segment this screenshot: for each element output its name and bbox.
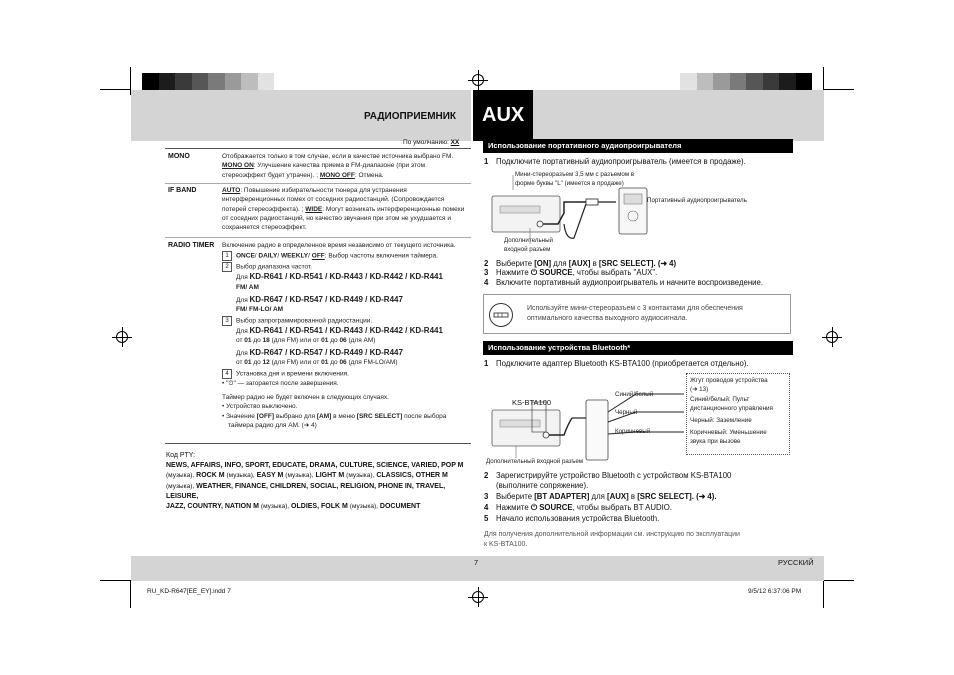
diagram-label-cable: Мини-стереоразъем 3,5 мм с разъемом в форме буквы "L" (имеется в продаже) — [515, 171, 635, 188]
crop-mark — [823, 580, 824, 608]
color-swatch — [796, 73, 813, 90]
section-bar-bluetooth: Использование устройства Bluetooth* — [483, 341, 793, 355]
divider — [165, 237, 471, 238]
wire-harness-box: Жгут проводов устройства (➜ 13) Синий/белый: Пульт дистанционного управления Черный: Заземление Коричневый: Уменьшение звука при вызове — [686, 373, 790, 455]
stereo-plug-icon — [489, 303, 513, 327]
color-swatch — [713, 73, 730, 90]
diagram-label-player: Портативный аудиопроигрыватель — [647, 197, 747, 204]
section-title-radio: РАДИОПРИЕМНИК — [364, 111, 457, 122]
bt-step-2-cont: (выполните сопряжение). — [496, 481, 589, 490]
step-box: 4 — [222, 369, 232, 379]
file-info: RU_KD-R647[EE_EY].indd 7 — [147, 588, 231, 595]
registration-mark-icon — [115, 330, 129, 344]
step-box: 3 — [222, 316, 232, 326]
bt-step-2: 2 Зарегистрируйте устройство Bluetooth с устройством KS-BTA100 — [484, 471, 732, 480]
crop-mark — [824, 89, 854, 90]
color-swatch — [241, 73, 258, 90]
registration-mark-icon — [471, 590, 485, 604]
diagram-label-black: Черный — [615, 409, 638, 416]
bt-step-5: 5 Начало использования устройства Bluetooth. — [484, 514, 660, 523]
setting-label-mono: MONO — [168, 153, 190, 160]
diagram-label-aux-input: Дополнительный входной разъем — [504, 237, 553, 254]
crop-mark — [100, 89, 130, 90]
pty-codes: Код PTY: NEWS, AFFAIRS, INFO, SPORT, EDUCATE, DRAMA, CULTURE, SCIENCE, VARIED, POP M (музыка), ROCK M (музыка), EASY M (музыка), LIGHT M (музыка), CLASSICS, OTHER M (музыка), WEATHER, FINANCE, CHILDREN, SOCIAL, RELIGION, PHONE IN, TRAVEL, LEISURE, JAZZ, COUNTRY, NATION M (музыка), OLDIES, FOLK M (музыка), DOCUMENT — [166, 452, 464, 511]
divider — [165, 443, 471, 444]
divider — [165, 148, 471, 149]
page-number: 7 — [474, 558, 479, 567]
bt-step-4: 4 Нажмите ⏻ SOURCE, чтобы выбрать BT AUDIO. — [484, 503, 672, 512]
diagram-label-aux-input-bt: Дополнительный входной разъем — [486, 458, 584, 465]
divider — [165, 183, 471, 184]
color-swatch — [680, 73, 697, 90]
bt-step-3: 3 Выберите [BT ADAPTER] для [AUX] в [SRC SELECT]. (➜ 4). — [484, 492, 717, 501]
crop-mark — [824, 580, 854, 581]
portable-step-2: 2 Выберите [ON] для [AUX] в [SRC SELECT]. (➜ 4) — [484, 259, 677, 268]
crop-mark — [100, 580, 130, 581]
print-date: 9/5/12 6:37:06 PM — [748, 588, 802, 595]
color-swatch — [225, 73, 242, 90]
portable-step-3: 3 Нажмите ⏻ SOURCE, чтобы выбрать "AUX". — [484, 268, 658, 277]
step-box: 2 — [222, 262, 232, 272]
color-swatch — [159, 73, 176, 90]
aux-title-box — [473, 90, 533, 141]
crop-mark — [130, 580, 131, 608]
color-swatch — [142, 73, 159, 90]
color-swatch — [746, 73, 763, 90]
note-box: Используйте мини-стереоразъем с 3 контактами для обеспечения оптимального качества выходного аудиосигнала. — [483, 294, 791, 334]
color-swatch — [697, 73, 714, 90]
portable-step-4: 4 Включите портативный аудиопроигрыватель и начните воспроизведение. — [484, 278, 764, 287]
language-label: РУССКИЙ — [778, 558, 814, 567]
default-note: По умолчанию: XX — [403, 139, 460, 146]
color-swatch — [192, 73, 209, 90]
section-title-aux: AUX — [482, 104, 525, 126]
color-swatch — [763, 73, 780, 90]
setting-label-ifband: IF BAND — [168, 187, 197, 194]
color-swatch — [208, 73, 225, 90]
color-swatch — [175, 73, 192, 90]
color-swatch — [258, 73, 275, 90]
setting-desc-ifband: AUTO: Повышение избирательности тюнера для устранения интерференционных помех от соседних радиостанций. (Сопровождается потерей стереоэффекта). ; WIDE: Могут возникать интерференционные помехи от соседних радиостанций, но качество звучания при этом не ухудшается и сохраняется стереоэффект. — [222, 187, 465, 232]
color-swatch — [730, 73, 747, 90]
color-swatch — [779, 73, 796, 90]
bt-step-1: 1 Подключите адаптер Bluetooth KS-BTA100 (приобретается отдельно). — [484, 359, 749, 368]
setting-desc-mono: Отображается только в том случае, если в качестве источника выбрано FM. MONO ON: Улучшение качества приема в FM-диапазоне (при этом стереоэффект будет утрачен). ; MONO OFF: Отмена. — [222, 153, 454, 179]
setting-desc-radio-timer: Включение радио в определенное время независимо от текущего источника. 1 ONCE/ DAILY/ WEEKLY/ OFF: Выбор частоты включения таймера. 2 Выбор диапазона частот. Для KD-R641 / KD-R541 / KD-R443 / KD-R442 / KD-R441 FM/ AM Для KD-R647 / KD-R547 / KD-R449 / KD-R447 FM/ FM-LO/ AM 3 Выбор запрограммированной радиостанции. Для KD-R641 / KD-R541 / KD-R443 / KD-R442 / KD-R441 от 01 до 18 (для FM) или от 01 до 06 (для AM) Для KD-R647 / KD-R547 / KD-R449 / KD-R447 от 01 до 12 (для FM) или от 01 до 06 (для FM-LO/AM) 4 Установка дня и времени включения. • "⏲" — загорается после завершения. Таймер радио не будет включен в следующих случаях. • Устройство выключено. • Значение [OFF] выбрано для [AM] в меню [SRC SELECT] после выбора таймера радио для AM. (➜ 4) — [222, 242, 456, 429]
diagram-label-brown: Коричневый — [615, 428, 651, 435]
registration-mark-icon — [471, 73, 485, 87]
registration-mark-icon — [825, 330, 839, 344]
step-box: 1 — [222, 251, 232, 261]
bt-footnote: Для получения дополнительной информации см. инструкцию по эксплуатации к KS-BTA100. — [484, 531, 740, 548]
diagram-label-ks-bta100: KS-BTA100 — [512, 398, 552, 407]
setting-label-radio-timer: RADIO TIMER — [168, 242, 215, 249]
section-bar-portable: Использование портативного аудиопроигрывателя — [483, 139, 793, 153]
diagram-label-blue-white: Синий/белый — [615, 391, 654, 398]
portable-step-1: 1 Подключите портативный аудиопроигрыватель (имеется в продаже). — [484, 157, 746, 166]
